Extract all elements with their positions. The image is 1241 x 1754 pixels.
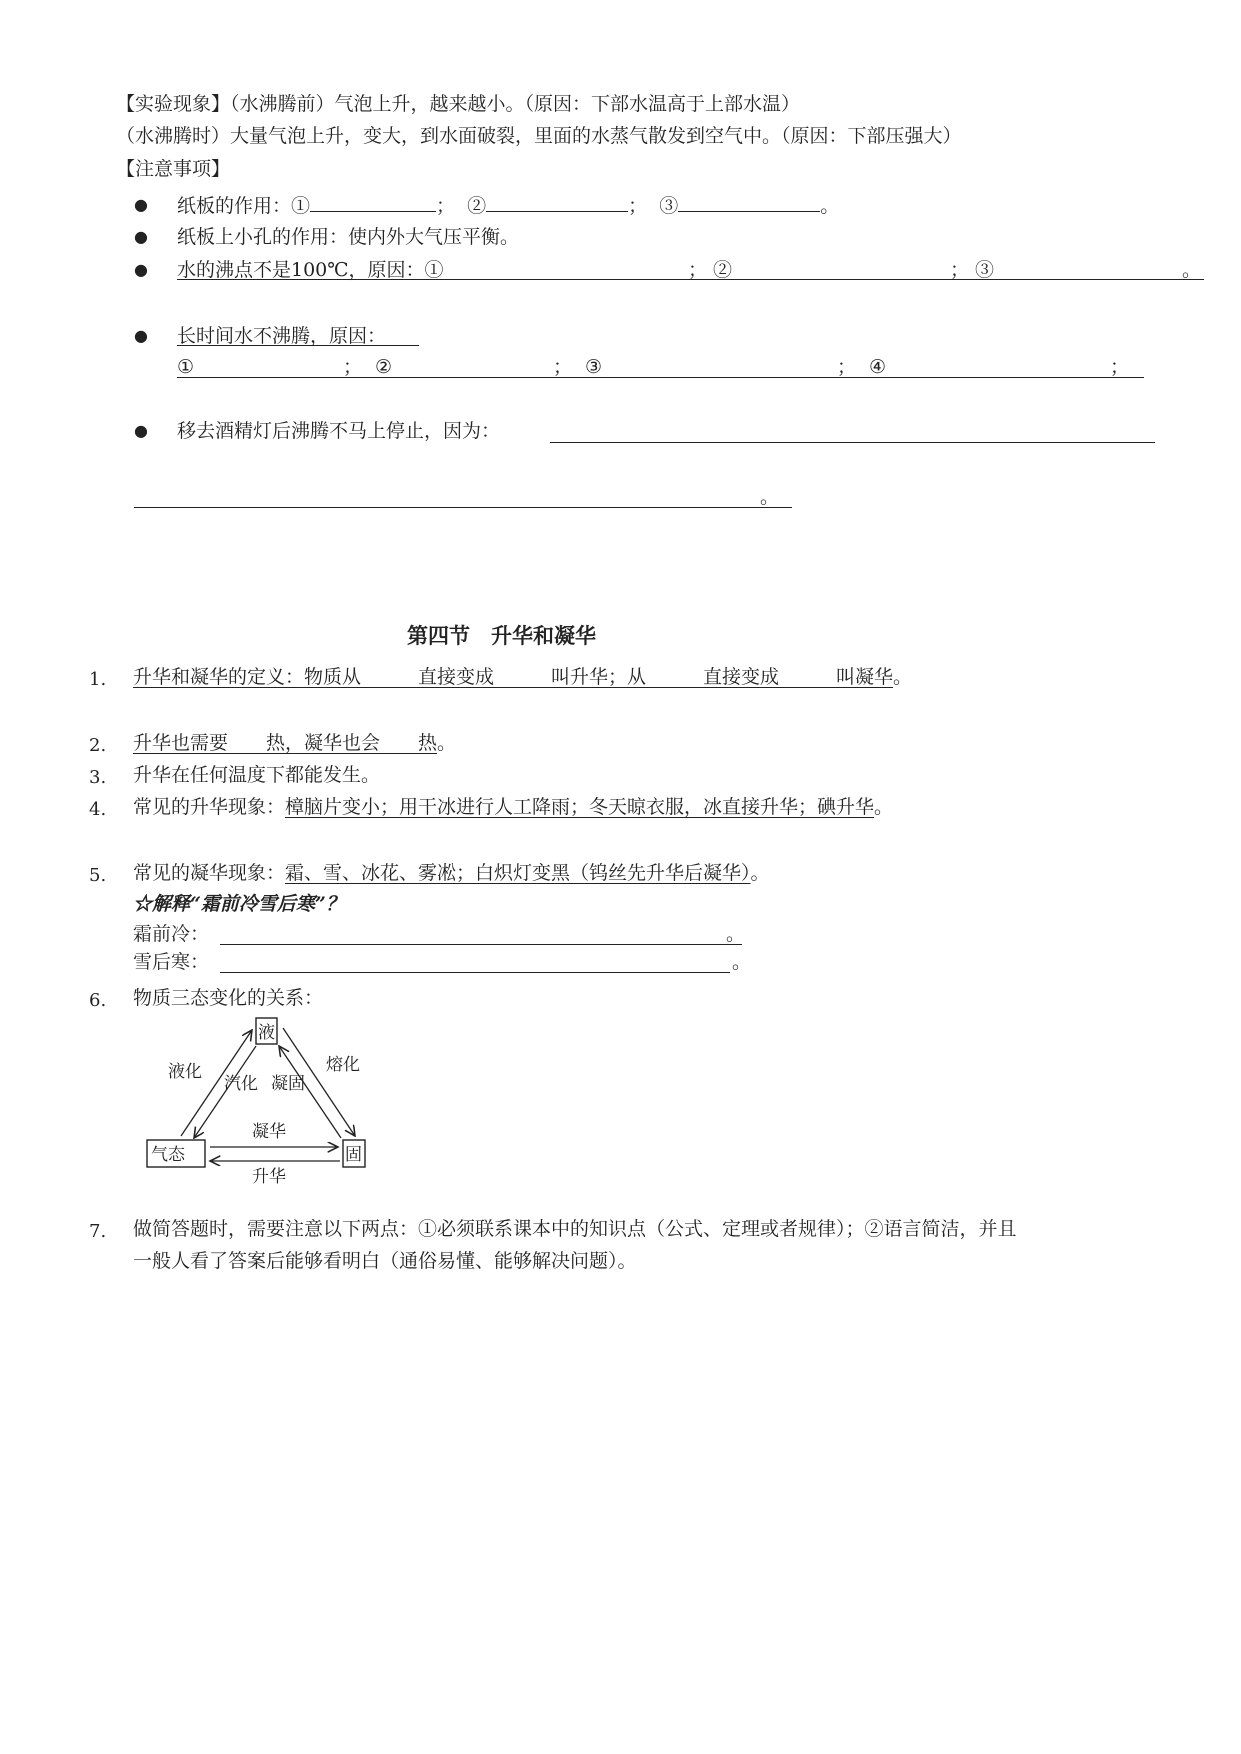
no-boil-label: 长时间水不沸腾，原因： <box>177 325 387 347</box>
item-number: 1. <box>89 669 107 690</box>
answer-blank[interactable] <box>678 193 820 212</box>
item-1-text: 升华和凝华的定义：物质从 直接变成 叫升华；从 直接变成 叫凝华。 <box>133 666 913 688</box>
item-number: 3. <box>89 767 107 788</box>
item-7-line-2: 一般人看了答案后能够看明白（通俗易懂、能够解决问题）。 <box>133 1250 637 1272</box>
item-number: 4. <box>89 799 107 820</box>
bullet-dot: ● <box>134 421 148 440</box>
explain-question: ☆解释“霜前冷雪后寒”？ <box>133 893 345 915</box>
no-boil-sep-3: ； <box>837 356 857 378</box>
item-7-line-1: 做简答题时，需要注意以下两点：①必须联系课本中的知识点（公式、定理或者规律）；②语言简洁，并且 <box>133 1218 1017 1240</box>
remove-lamp-end: 。 <box>760 486 780 508</box>
answer-blank[interactable] <box>486 193 628 212</box>
item-2-text: 升华也需要 热，凝华也会 热。 <box>133 732 457 754</box>
bullet-dot: ● <box>134 227 148 246</box>
solid-label: 固 <box>345 1145 362 1165</box>
deposition-label: 凝华 <box>252 1122 286 1142</box>
liquefaction-label: 液化 <box>168 1062 202 1082</box>
frost-before-end: 。 <box>726 923 746 945</box>
snow-after-label: 雪后寒： <box>133 951 210 973</box>
item-3-text: 升华在任何温度下都能发生。 <box>133 764 381 786</box>
phenomenon-line-2: （水沸腾时）大量气泡上升，变大，到水面破裂，里面的水蒸气散发到空气中。（原因：下部压强大） <box>116 125 962 147</box>
boiling-point-sep-2: ； ② <box>688 259 733 281</box>
answer-underline[interactable] <box>220 944 742 945</box>
gas-label: 气态 <box>151 1145 185 1165</box>
vaporization-label: 汽化 <box>224 1074 258 1094</box>
paper-function-item: 纸板的作用：① ； ② ； ③ 。 <box>177 195 840 217</box>
item-number: 6. <box>89 990 107 1011</box>
no-boil-mark-3: ③ <box>585 356 603 378</box>
liquid-label: 液 <box>258 1023 275 1043</box>
snow-after-end: 。 <box>732 951 752 973</box>
sublimation-label: 升华 <box>252 1167 286 1187</box>
frost-before-label: 霜前冷： <box>133 923 210 945</box>
item-5-text: 常见的凝华现象：霜、雪、冰花、雾凇；白炽灯变黑（钨丝先升华后凝华）。 <box>133 862 770 884</box>
boiling-point-sep-3: ； ③ <box>950 259 995 281</box>
no-boil-mark-1: ① <box>177 356 195 378</box>
answer-underline[interactable] <box>550 442 1155 443</box>
item-number: 7. <box>89 1221 107 1242</box>
bullet-dot: ● <box>134 195 148 214</box>
answer-blank[interactable] <box>310 193 436 212</box>
no-boil-sep-1: ； <box>343 356 363 378</box>
bullet-dot: ● <box>134 260 148 279</box>
answer-underline[interactable] <box>134 507 792 508</box>
notes-header: 【注意事项】 <box>116 158 231 180</box>
phenomenon-line-1: 【实验现象】（水沸腾前）气泡上升，越来越小。（原因：下部水温高于上部水温） <box>116 93 801 115</box>
paper-hole-item: 纸板上小孔的作用：使内外大气压平衡。 <box>177 226 520 248</box>
item-4-text: 常见的升华现象：樟脑片变小；用干冰进行人工降雨；冬天晾衣服，冰直接升华；碘升华。 <box>133 796 894 818</box>
no-boil-mark-2: ② <box>375 356 393 378</box>
no-boil-mark-4: ④ <box>869 356 887 378</box>
no-boil-sep-4: ； <box>1110 356 1130 378</box>
remove-lamp-label: 移去酒精灯后沸腾不马上停止，因为： <box>177 420 501 442</box>
melting-label: 熔化 <box>326 1055 360 1075</box>
answer-underline[interactable] <box>177 279 1204 280</box>
bullet-dot: ● <box>134 326 148 345</box>
phase-change-diagram <box>140 1010 380 1187</box>
solidification-label: 凝固 <box>271 1074 305 1094</box>
item-number: 2. <box>89 735 107 756</box>
answer-underline[interactable] <box>177 377 1144 378</box>
section-title: 第四节 升华和凝华 <box>407 623 596 648</box>
item-number: 5. <box>89 865 107 886</box>
boiling-point-label: 水的沸点不是100℃，原因：① <box>177 259 444 281</box>
answer-underline[interactable] <box>220 972 730 973</box>
boiling-point-end: 。 <box>1182 259 1202 281</box>
no-boil-sep-2: ； <box>553 356 573 378</box>
item-6-text: 物质三态变化的关系： <box>133 987 324 1009</box>
answer-underline <box>177 345 419 346</box>
